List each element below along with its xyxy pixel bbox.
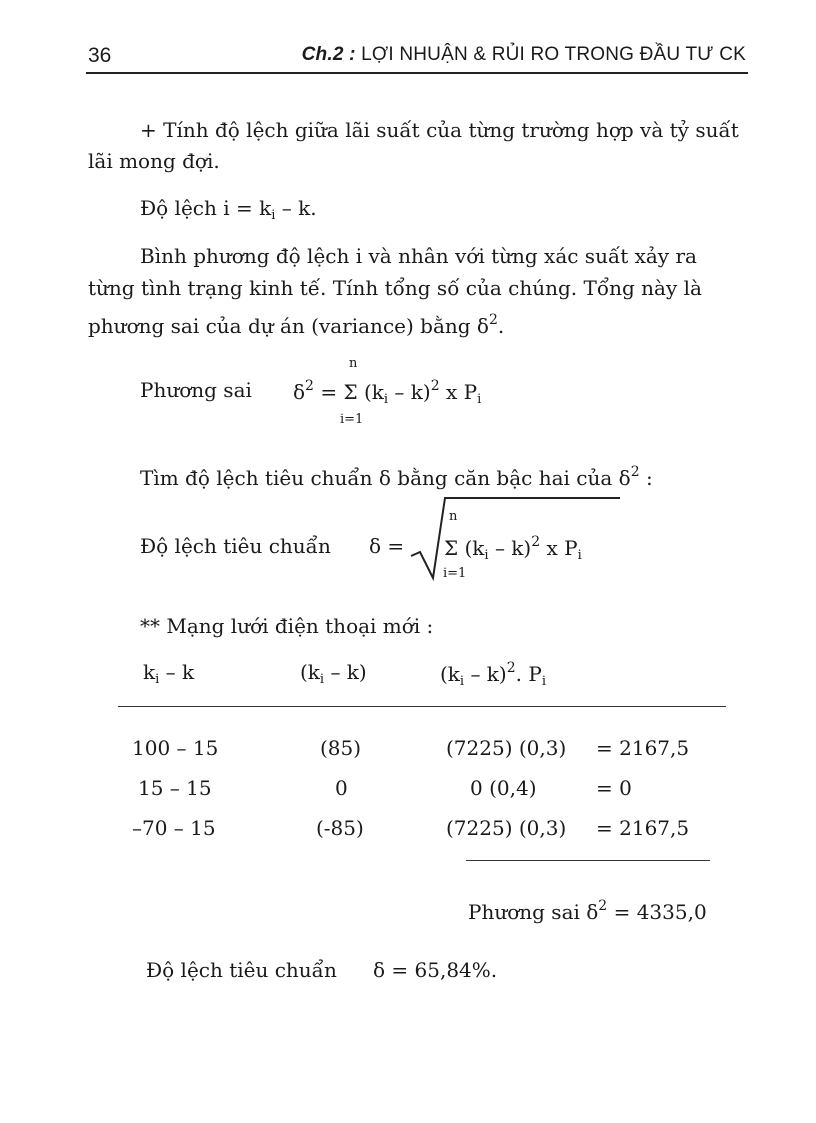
- header-rule: [86, 72, 748, 74]
- final-std-dev-label: Độ lệch tiêu chuẩn: [146, 958, 337, 982]
- final-std-dev-value: δ = 65,84%.: [373, 958, 498, 982]
- row-1-col-3: (7225) (0,3): [446, 736, 567, 760]
- std-dev-formula-label: Độ lệch tiêu chuẩn: [140, 534, 331, 558]
- row-2-col-2: 0: [335, 776, 348, 800]
- sum-lower-limit: i=1: [340, 412, 364, 427]
- paragraph-1-line-2: lãi mong đợi.: [88, 149, 220, 173]
- column-header-2: $(k_i - k)$: [300, 660, 367, 687]
- chapter-label: Ch.2 :: [301, 44, 356, 65]
- sum-upper-limit: n: [349, 356, 358, 371]
- std-dev-formula-radicand: Σ $(k_i - k)^2$ x $P_i$: [444, 534, 582, 563]
- table-header-rule: [118, 706, 726, 707]
- paragraph-3-line-3: phương sai của dự án (variance) bằng $\delta^2$.: [88, 312, 505, 338]
- std-dev-formula-lhs: δ =: [369, 534, 405, 558]
- row-1-col-1: 100 – 15: [132, 736, 219, 760]
- row-2-col-1: 15 – 15: [138, 776, 212, 800]
- sqrt-sum-lower-limit: i=1: [443, 566, 467, 581]
- paragraph-3-line-1: Bình phương độ lệch i và nhân với từng xác suất xảy ra: [140, 244, 697, 268]
- row-3-col-4: = 2167,5: [596, 816, 690, 840]
- total-rule: [466, 860, 710, 861]
- row-1-col-2: (85): [320, 736, 362, 760]
- deviation-definition: Độ lệch $i = k_i - k$.: [140, 196, 317, 223]
- chapter-title: LỢI NHUẬN & RỦI RO TRONG ĐẦU TƯ CK: [361, 44, 746, 65]
- page-number: 36: [88, 44, 112, 67]
- row-3-col-3: (7225) (0,3): [446, 816, 567, 840]
- paragraph-3-line-2: từng tình trạng kinh tế. Tính tổng số của chúng. Tổng này là: [88, 276, 702, 300]
- variance-formula-label: Phương sai: [140, 378, 252, 402]
- column-header-3: $(k_i - k)^2$. $P_i$: [440, 660, 546, 689]
- column-header-1: $k_i$ – k: [143, 660, 195, 687]
- variance-formula: $\delta^2 = \Sigma$ $(k_i - k)^2$ x $P_i$: [293, 378, 482, 407]
- row-2-col-3: 0 (0,4): [470, 776, 537, 800]
- running-header: [302, 44, 746, 66]
- row-3-col-2: (-85): [316, 816, 364, 840]
- sqrt-sum-upper-limit: n: [449, 509, 458, 524]
- paragraph-1-line-1: + Tính độ lệch giữa lãi suất của từng trường hợp và tỷ suất: [140, 118, 739, 142]
- row-1-col-4: = 2167,5: [596, 736, 690, 760]
- section-title: ** Mạng lưới điện thoại mới :: [140, 614, 434, 638]
- variance-total: Phương sai $\delta^2 = 4335,0$: [468, 898, 707, 924]
- row-2-col-4: = 0: [596, 776, 632, 800]
- row-3-col-1: –70 – 15: [132, 816, 216, 840]
- paragraph-4: Tìm độ lệch tiêu chuẩn δ bằng căn bậc hai của $\delta^2$ :: [140, 464, 653, 490]
